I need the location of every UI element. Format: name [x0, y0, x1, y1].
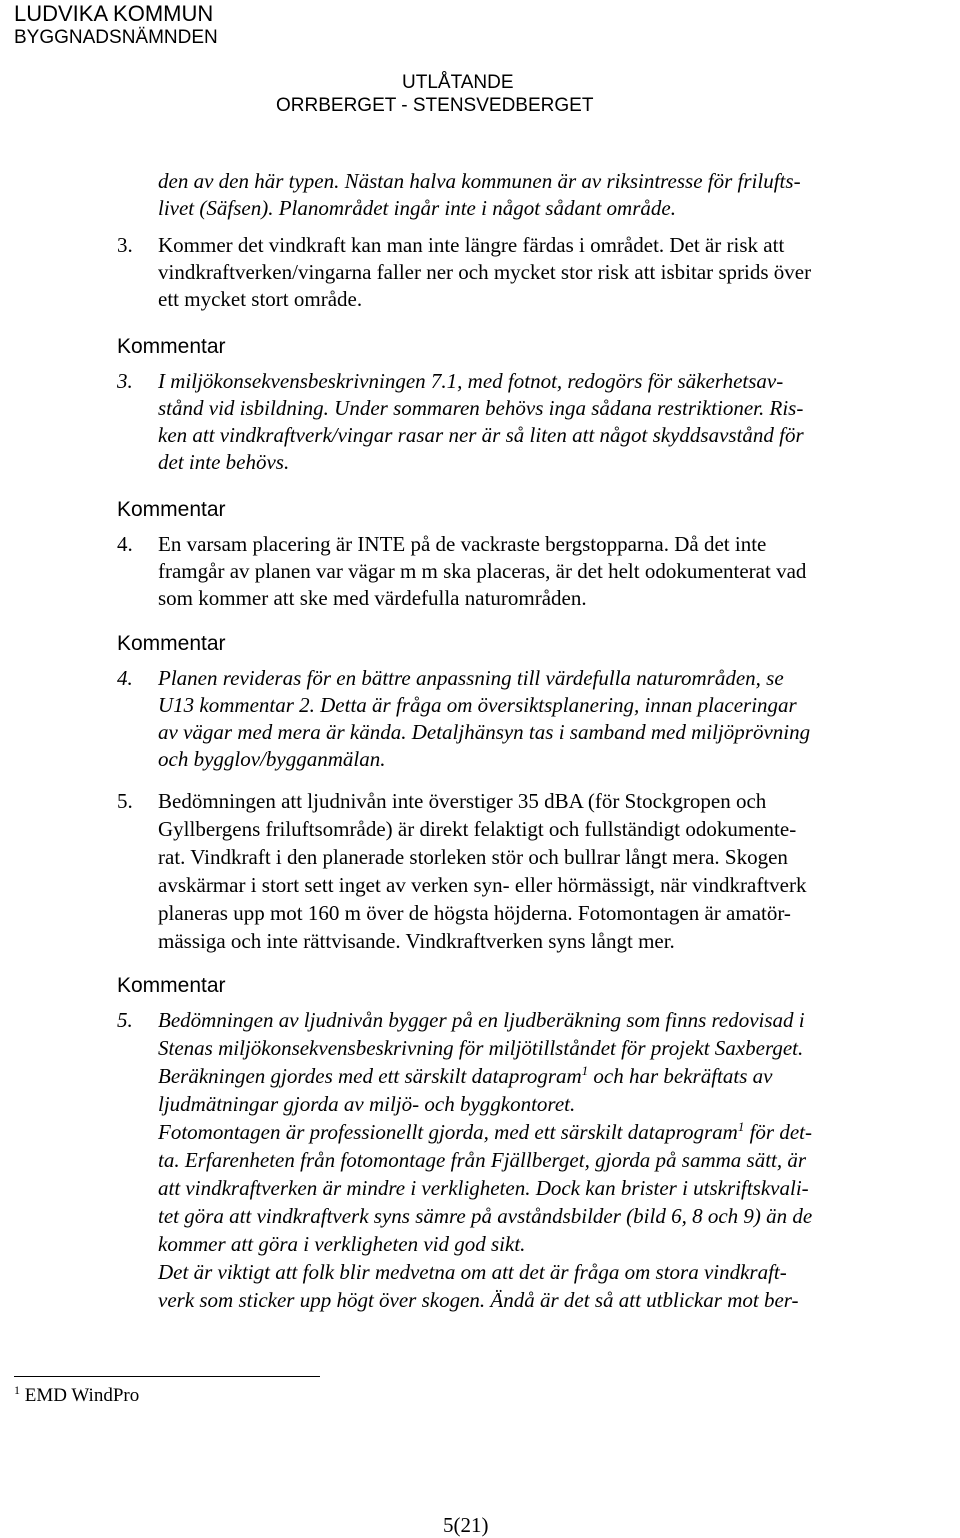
text-line: Kommer det vindkraft kan man inte längre färdas i området. Det är risk att	[158, 233, 785, 257]
text-line: mässiga och inte rättvisande. Vindkraftverken syns långt mer.	[158, 929, 675, 953]
text-line	[158, 1119, 812, 1146]
text-segment: Beräkningen gjordes med ett särskilt dataprogram	[158, 1064, 582, 1088]
text-line: Bedömningen att ljudnivån inte överstiger 35 dBA (för Stockgropen och	[158, 789, 767, 813]
comment-heading: Kommentar	[117, 335, 226, 358]
point-number: 4.	[117, 532, 133, 556]
text-line: Gyllbergens friluftsområde) är direkt felaktigt och fullständigt odokumente-	[158, 817, 797, 841]
text-line: ta. Erfarenheten från fotomontage från Fjällberget, gjorda på samma sätt, är	[158, 1148, 807, 1172]
department-name: BYGGNADSNÄMNDEN	[14, 27, 218, 48]
comment-heading: Kommentar	[117, 632, 226, 655]
text-line: ett mycket stort område.	[158, 287, 363, 311]
comment-number: 3.	[117, 369, 133, 393]
text-line: I miljökonsekvensbeskrivningen 7.1, med fotnot, redogörs för säkerhetsav-	[158, 369, 784, 393]
document-subject: ORRBERGET - STENSVEDBERGET	[276, 95, 594, 116]
text-line: att vindkraftverken är mindre i verkligheten. Dock kan brister i utskriftskvali-	[158, 1176, 809, 1200]
text-line: Stenas miljökonsekvensbeskrivning för miljötillståndet för projekt Saxberget.	[158, 1036, 804, 1060]
organization-name: LUDVIKA KOMMUN	[14, 1, 214, 26]
text-line: avskärmar i stort sett inget av verken syn- eller hörmässigt, när vindkraftverk	[158, 873, 807, 897]
point-number: 5.	[117, 789, 133, 813]
point-number: 3.	[117, 233, 133, 257]
text-line: Det är viktigt att folk blir medvetna om att det är fråga om stora vindkraft-	[158, 1260, 787, 1284]
text-line: En varsam placering är INTE på de vackraste bergstopparna. Då det inte	[158, 532, 767, 556]
text-line: det inte behövs.	[158, 450, 290, 474]
text-line: och bygglov/bygganmälan.	[158, 747, 386, 771]
footnote-text: EMD WindPro	[24, 1385, 140, 1406]
comment-heading: Kommentar	[117, 498, 226, 521]
text-line: stånd vid isbildning. Under sommaren behövs inga sådana restriktioner. Ris-	[158, 396, 804, 420]
text-line: planeras upp mot 160 m över de högsta höjderna. Fotomontagen är amatör-	[158, 901, 791, 925]
comment-number: 4.	[117, 666, 133, 690]
footnote	[14, 1385, 139, 1407]
text-segment: för det-	[749, 1120, 812, 1144]
text-line: framgår av planen var vägar m m ska placeras, är det helt odokumenterat vad	[158, 559, 807, 583]
text-line: ljudmätningar gjorda av miljö- och byggkontoret.	[158, 1092, 576, 1116]
text-line: kommer att göra i verkligheten vid god sikt.	[158, 1232, 526, 1256]
text-line: rat. Vindkraft i den planerade storleken stör och bullrar långt mera. Skogen	[158, 845, 788, 869]
comment-number: 5.	[117, 1008, 133, 1032]
text-line: som kommer att ske med värdefulla naturområden.	[158, 586, 587, 610]
footnote-ref: 1	[737, 1119, 745, 1134]
text-line: livet (Säfsen). Planområdet ingår inte i något sådant område.	[158, 196, 676, 220]
text-segment: Fotomontagen är professionellt gjorda, med ett särskilt dataprogram	[158, 1120, 738, 1144]
text-line: av vägar med mera är kända. Detaljhänsyn tas i samband med miljöprövning	[158, 720, 811, 744]
footnote-marker: 1	[14, 1383, 20, 1397]
text-line: tet göra att vindkraftverk syns sämre på avståndsbilder (bild 6, 8 och 9) än de	[158, 1204, 813, 1228]
text-line: ken att vindkraftverk/vingar rasar ner är så liten att något skyddsavstånd för	[158, 423, 804, 447]
text-segment: och har bekräftats av	[593, 1064, 773, 1088]
text-line: U13 kommentar 2. Detta är fråga om översiktsplanering, innan placeringar	[158, 693, 797, 717]
page-number: 5(21)	[443, 1513, 489, 1537]
text-line: den av den här typen. Nästan halva kommunen är av riksintresse för frilufts-	[158, 169, 801, 193]
text-line: verk som sticker upp högt över skogen. Ändå är det så att utblickar mot ber-	[158, 1288, 799, 1312]
footnote-separator	[14, 1376, 320, 1377]
text-line: Bedömningen av ljudnivån bygger på en ljudberäkning som finns redovisad i	[158, 1008, 805, 1032]
document-type: UTLÅTANDE	[402, 72, 514, 93]
comment-heading: Kommentar	[117, 974, 226, 997]
text-line: Planen revideras för en bättre anpassning till värdefulla naturområden, se	[158, 666, 784, 690]
footnote-ref: 1	[581, 1063, 589, 1078]
text-line: vindkraftverken/vingarna faller ner och mycket stor risk att isbitar sprids över	[158, 260, 812, 284]
text-line	[158, 1063, 772, 1090]
